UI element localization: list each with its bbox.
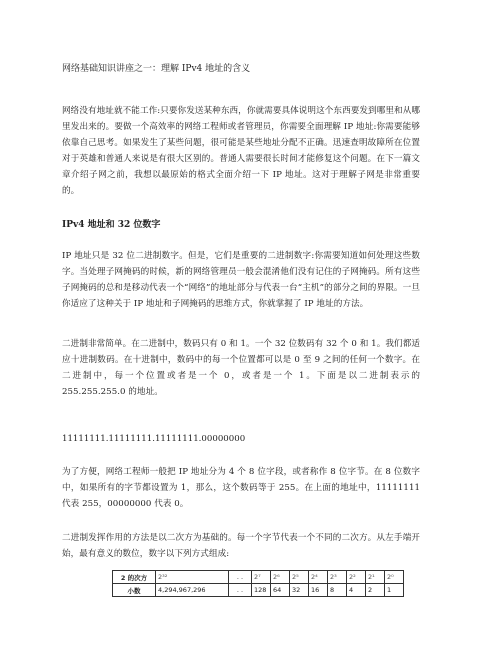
table-cell: 2³²: [156, 571, 229, 584]
table-cell: 2⁵: [290, 571, 309, 584]
row-label-decimal: 小数: [113, 584, 156, 597]
table-cell: 2⁶: [271, 571, 290, 584]
table-cell: 2⁴: [309, 571, 328, 584]
table-row: [113, 571, 404, 584]
table-cell: 1: [385, 584, 404, 597]
table-cell: 128: [252, 584, 271, 597]
table-cell-ellipsis: . .: [229, 584, 252, 597]
binary-address-line: 11111111.11111111.11111111.00000000: [62, 434, 246, 444]
table-cell: 2: [366, 584, 385, 597]
section-paragraph-1: IP 地址只是 32 位二进制数字。但是，它们是重要的二进制数字:你需要知道如何处理这些数字。当处理子网掩码的时候，新的网络管理员一般会混淆他们没有记住的子网掩码。所有这些子网掩码的总和是移动代表一个“网络”的地址部分与代表一台“主机”的部分之间的界限。一旦你适应了这种关于 IP 地址和子网掩码的思维方式，你就掌握了 IP 地址的方法。: [62, 251, 420, 309]
row-label-powers: 2 的次方: [113, 571, 156, 584]
table-cell: 16: [309, 584, 328, 597]
section-heading: IPv4 地址和 32 位数字: [62, 220, 161, 230]
powers-of-two-table: [112, 570, 404, 597]
section-paragraph-2: 二进制非常简单。在二进制中，数码只有 0 和 1。一个 32 位数码有 32 个 0 和 1。我们都适应十进制数码。在十进制中，数码中的每一个位置都可以是 0 至 9 之间的任何一个数字。在二进制中，每一个位置或者是一个 0，或者是一个 1。下面是以二进制表示的 255.255.255.0 的地址。: [62, 339, 420, 397]
table-cell: 2²: [347, 571, 366, 584]
table-cell: 2¹: [366, 571, 385, 584]
table-cell: 64: [271, 584, 290, 597]
table-cell: 4: [347, 584, 366, 597]
section-paragraph-3: 为了方便，网络工程师一般把 IP 地址分为 4 个 8 位字段，或者称作 8 位字节。在 8 位数字中，如果所有的字节都设置为 1，那么，这个数码等于 255。在上面的地址中，11111111 代表 255，00000000 代表 0。: [62, 467, 420, 509]
table-cell-ellipsis: . .: [229, 571, 252, 584]
table-cell: 2³: [328, 571, 347, 584]
table-cell: 4,294,967,296: [156, 584, 229, 597]
intro-paragraph: 网络没有地址就不能工作:只要你发送某种东西，你就需要具体说明这个东西要发到哪里和从哪里发出来的。要做一个高效率的网络工程师或者管理员，你需要全面理解 IP 地址:你需要能够依靠自己思考。如果发生了某些问题，很可能是某些地址分配不正确。迅速查明故障所在位置对于英雄和普通人来说是有很大区别的。普通人需要很长时间才能修复这个问题。在下一篇文章介绍子网之前，我想以最原始的格式全面介绍一下 IP 地址。这对于理解子网是非常重要的。: [62, 106, 420, 196]
table-cell: 2⁷: [252, 571, 271, 584]
table-cell: 8: [328, 584, 347, 597]
table-cell: 32: [290, 584, 309, 597]
section-paragraph-4: 二进制发挥作用的方法是以二次方为基础的。每一个字节代表一个不同的二次方。从左手端开始，最有意义的数位，数字以下列方式组成:: [62, 533, 420, 559]
table-cell: 2⁰: [385, 571, 404, 584]
table-row: [113, 584, 404, 597]
document-title: 网络基础知识讲座之一：理解 IPv4 地址的含义: [62, 64, 251, 74]
